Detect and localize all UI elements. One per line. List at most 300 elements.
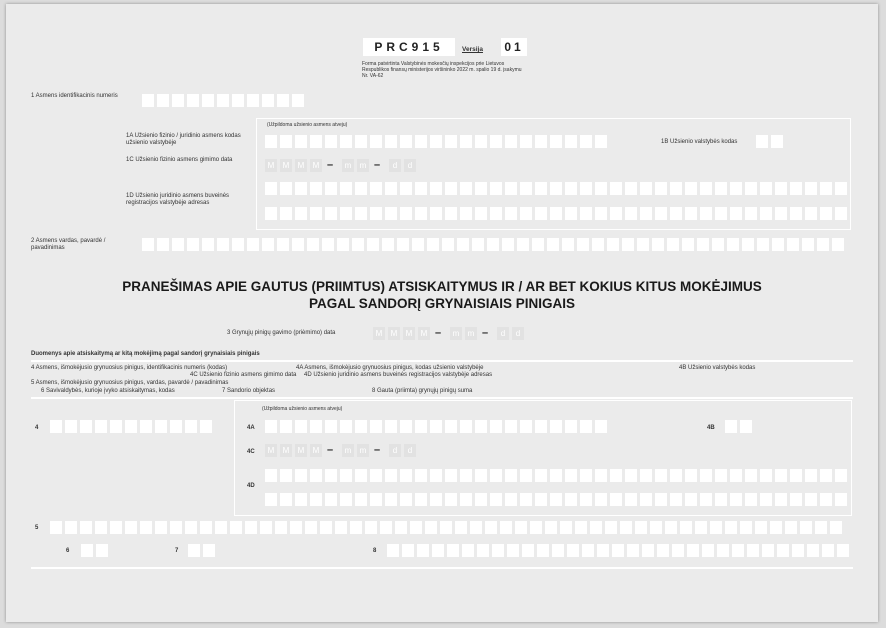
entry-box[interactable]: [580, 182, 592, 195]
entry-box[interactable]: [402, 544, 414, 557]
entry-box[interactable]: [800, 521, 812, 534]
entry-box[interactable]: [340, 420, 352, 433]
entry-box[interactable]: [247, 94, 259, 107]
entry-box[interactable]: [487, 238, 499, 251]
entry-box[interactable]: [277, 94, 289, 107]
entry-box[interactable]: [417, 544, 429, 557]
entry-box[interactable]: [295, 207, 307, 220]
entry-box[interactable]: [785, 521, 797, 534]
entry-box[interactable]: [325, 493, 337, 506]
entry-box[interactable]: [340, 182, 352, 195]
entry-box[interactable]: [522, 544, 534, 557]
entry-box[interactable]: [685, 207, 697, 220]
entry-box[interactable]: [670, 207, 682, 220]
date-box-month[interactable]: m: [465, 327, 477, 340]
entry-box[interactable]: [400, 135, 412, 148]
entry-box[interactable]: [367, 238, 379, 251]
date-box-year[interactable]: M: [280, 444, 292, 457]
entry-box[interactable]: [95, 521, 107, 534]
entry-box[interactable]: [715, 493, 727, 506]
entry-box[interactable]: [670, 182, 682, 195]
entry-box[interactable]: [157, 94, 169, 107]
entry-box[interactable]: [552, 544, 564, 557]
entry-box[interactable]: [565, 207, 577, 220]
entry-box[interactable]: [595, 420, 607, 433]
entry-box[interactable]: [792, 544, 804, 557]
entry-box[interactable]: [640, 493, 652, 506]
entry-box[interactable]: [445, 420, 457, 433]
entry-box[interactable]: [807, 544, 819, 557]
entry-box[interactable]: [262, 94, 274, 107]
entry-box[interactable]: [625, 469, 637, 482]
entry-box[interactable]: [535, 493, 547, 506]
entry-box[interactable]: [335, 521, 347, 534]
entry-box[interactable]: [462, 544, 474, 557]
entry-box[interactable]: [475, 135, 487, 148]
date-box-month[interactable]: m: [342, 159, 354, 172]
entry-box[interactable]: [835, 493, 847, 506]
entry-box[interactable]: [610, 493, 622, 506]
entry-box[interactable]: [445, 182, 457, 195]
entry-box[interactable]: [685, 182, 697, 195]
entry-box[interactable]: [247, 238, 259, 251]
entry-box[interactable]: [280, 469, 292, 482]
entry-box[interactable]: [365, 521, 377, 534]
entry-box[interactable]: [755, 521, 767, 534]
entry-box[interactable]: [725, 420, 737, 433]
entry-box[interactable]: [835, 182, 847, 195]
entry-box[interactable]: [545, 521, 557, 534]
entry-box[interactable]: [520, 469, 532, 482]
entry-box[interactable]: [550, 420, 562, 433]
entry-box[interactable]: [607, 238, 619, 251]
entry-box[interactable]: [460, 469, 472, 482]
entry-box[interactable]: [685, 469, 697, 482]
entry-box[interactable]: [307, 238, 319, 251]
entry-box[interactable]: [96, 544, 108, 557]
entry-box[interactable]: [415, 469, 427, 482]
entry-box[interactable]: [310, 207, 322, 220]
entry-box[interactable]: [385, 135, 397, 148]
entry-box[interactable]: [280, 420, 292, 433]
entry-box[interactable]: [430, 135, 442, 148]
entry-box[interactable]: [727, 238, 739, 251]
entry-box[interactable]: [505, 207, 517, 220]
date-box-year[interactable]: M: [373, 327, 385, 340]
entry-box[interactable]: [265, 207, 277, 220]
entry-box[interactable]: [835, 469, 847, 482]
date-box-year[interactable]: M: [388, 327, 400, 340]
entry-box[interactable]: [442, 238, 454, 251]
entry-box[interactable]: [520, 182, 532, 195]
entry-box[interactable]: [275, 521, 287, 534]
entry-box[interactable]: [565, 182, 577, 195]
entry-box[interactable]: [550, 493, 562, 506]
entry-box[interactable]: [490, 182, 502, 195]
entry-box[interactable]: [310, 420, 322, 433]
date-box-year[interactable]: M: [295, 444, 307, 457]
date-box-month[interactable]: m: [450, 327, 462, 340]
entry-box[interactable]: [142, 94, 154, 107]
entry-box[interactable]: [200, 420, 212, 433]
entry-box[interactable]: [715, 182, 727, 195]
entry-box[interactable]: [715, 207, 727, 220]
entry-box[interactable]: [580, 207, 592, 220]
entry-box[interactable]: [817, 238, 829, 251]
entry-box[interactable]: [565, 135, 577, 148]
entry-box[interactable]: [757, 238, 769, 251]
entry-box[interactable]: [385, 182, 397, 195]
entry-box[interactable]: [110, 420, 122, 433]
entry-box[interactable]: [820, 493, 832, 506]
entry-box[interactable]: [670, 493, 682, 506]
entry-box[interactable]: [740, 420, 752, 433]
entry-box[interactable]: [505, 135, 517, 148]
entry-box[interactable]: [790, 182, 802, 195]
entry-box[interactable]: [440, 521, 452, 534]
entry-box[interactable]: [670, 469, 682, 482]
entry-box[interactable]: [562, 238, 574, 251]
entry-box[interactable]: [490, 135, 502, 148]
entry-box[interactable]: [535, 135, 547, 148]
entry-box[interactable]: [760, 207, 772, 220]
entry-box[interactable]: [835, 207, 847, 220]
entry-box[interactable]: [635, 521, 647, 534]
entry-box[interactable]: [520, 207, 532, 220]
entry-box[interactable]: [550, 182, 562, 195]
entry-box[interactable]: [490, 420, 502, 433]
entry-box[interactable]: [460, 207, 472, 220]
date-box-month[interactable]: m: [342, 444, 354, 457]
entry-box[interactable]: [687, 544, 699, 557]
entry-box[interactable]: [355, 420, 367, 433]
entry-box[interactable]: [385, 493, 397, 506]
entry-box[interactable]: [805, 207, 817, 220]
entry-box[interactable]: [787, 238, 799, 251]
entry-box[interactable]: [775, 493, 787, 506]
entry-box[interactable]: [485, 521, 497, 534]
entry-box[interactable]: [477, 544, 489, 557]
entry-box[interactable]: [370, 493, 382, 506]
entry-box[interactable]: [430, 207, 442, 220]
entry-box[interactable]: [532, 238, 544, 251]
entry-box[interactable]: [125, 521, 137, 534]
entry-box[interactable]: [430, 420, 442, 433]
entry-box[interactable]: [370, 182, 382, 195]
entry-box[interactable]: [295, 420, 307, 433]
entry-box[interactable]: [820, 469, 832, 482]
date-box-year[interactable]: M: [403, 327, 415, 340]
entry-box[interactable]: [245, 521, 257, 534]
entry-box[interactable]: [325, 420, 337, 433]
entry-box[interactable]: [655, 469, 667, 482]
entry-box[interactable]: [370, 207, 382, 220]
date-box-month[interactable]: m: [357, 444, 369, 457]
entry-box[interactable]: [475, 182, 487, 195]
entry-box[interactable]: [760, 469, 772, 482]
entry-box[interactable]: [350, 521, 362, 534]
entry-box[interactable]: [142, 238, 154, 251]
entry-box[interactable]: [262, 238, 274, 251]
date-box-year[interactable]: M: [265, 159, 277, 172]
entry-box[interactable]: [550, 469, 562, 482]
entry-box[interactable]: [830, 521, 842, 534]
entry-box[interactable]: [460, 135, 472, 148]
entry-box[interactable]: [170, 521, 182, 534]
entry-box[interactable]: [490, 469, 502, 482]
entry-box[interactable]: [640, 207, 652, 220]
entry-box[interactable]: [445, 469, 457, 482]
entry-box[interactable]: [732, 544, 744, 557]
entry-box[interactable]: [310, 469, 322, 482]
entry-box[interactable]: [760, 182, 772, 195]
entry-box[interactable]: [725, 521, 737, 534]
entry-box[interactable]: [265, 182, 277, 195]
entry-box[interactable]: [215, 521, 227, 534]
entry-box[interactable]: [672, 544, 684, 557]
entry-box[interactable]: [445, 135, 457, 148]
entry-box[interactable]: [622, 238, 634, 251]
entry-box[interactable]: [762, 544, 774, 557]
entry-box[interactable]: [400, 493, 412, 506]
entry-box[interactable]: [415, 207, 427, 220]
entry-box[interactable]: [770, 521, 782, 534]
entry-box[interactable]: [65, 420, 77, 433]
entry-box[interactable]: [742, 238, 754, 251]
entry-box[interactable]: [155, 420, 167, 433]
entry-box[interactable]: [425, 521, 437, 534]
entry-box[interactable]: [355, 182, 367, 195]
entry-box[interactable]: [505, 493, 517, 506]
entry-box[interactable]: [400, 207, 412, 220]
entry-box[interactable]: [110, 521, 122, 534]
entry-box[interactable]: [535, 420, 547, 433]
entry-box[interactable]: [507, 544, 519, 557]
entry-box[interactable]: [747, 544, 759, 557]
entry-box[interactable]: [700, 493, 712, 506]
entry-box[interactable]: [430, 182, 442, 195]
entry-box[interactable]: [655, 207, 667, 220]
entry-box[interactable]: [530, 521, 542, 534]
entry-box[interactable]: [605, 521, 617, 534]
entry-box[interactable]: [475, 420, 487, 433]
entry-box[interactable]: [217, 238, 229, 251]
entry-box[interactable]: [322, 238, 334, 251]
entry-box[interactable]: [475, 469, 487, 482]
entry-box[interactable]: [730, 182, 742, 195]
entry-box[interactable]: [415, 182, 427, 195]
entry-box[interactable]: [595, 182, 607, 195]
entry-box[interactable]: [490, 493, 502, 506]
entry-box[interactable]: [550, 135, 562, 148]
entry-box[interactable]: [620, 521, 632, 534]
date-box-year[interactable]: M: [280, 159, 292, 172]
entry-box[interactable]: [460, 420, 472, 433]
entry-box[interactable]: [355, 135, 367, 148]
entry-box[interactable]: [560, 521, 572, 534]
entry-box[interactable]: [805, 469, 817, 482]
entry-box[interactable]: [80, 521, 92, 534]
entry-box[interactable]: [595, 135, 607, 148]
entry-box[interactable]: [592, 238, 604, 251]
entry-box[interactable]: [805, 493, 817, 506]
date-box-year[interactable]: M: [310, 444, 322, 457]
date-box-day[interactable]: d: [389, 159, 401, 172]
entry-box[interactable]: [230, 521, 242, 534]
entry-box[interactable]: [745, 182, 757, 195]
entry-box[interactable]: [640, 469, 652, 482]
entry-box[interactable]: [710, 521, 722, 534]
entry-box[interactable]: [610, 469, 622, 482]
date-box-day[interactable]: d: [512, 327, 524, 340]
entry-box[interactable]: [717, 544, 729, 557]
entry-box[interactable]: [475, 207, 487, 220]
entry-box[interactable]: [280, 135, 292, 148]
entry-box[interactable]: [385, 207, 397, 220]
entry-box[interactable]: [455, 521, 467, 534]
entry-box[interactable]: [340, 135, 352, 148]
entry-box[interactable]: [265, 493, 277, 506]
entry-box[interactable]: [505, 182, 517, 195]
entry-box[interactable]: [387, 544, 399, 557]
entry-box[interactable]: [822, 544, 834, 557]
entry-box[interactable]: [200, 521, 212, 534]
entry-box[interactable]: [612, 544, 624, 557]
entry-box[interactable]: [412, 238, 424, 251]
entry-box[interactable]: [667, 238, 679, 251]
entry-box[interactable]: [771, 135, 783, 148]
entry-box[interactable]: [355, 207, 367, 220]
entry-box[interactable]: [640, 182, 652, 195]
entry-box[interactable]: [580, 135, 592, 148]
entry-box[interactable]: [595, 469, 607, 482]
entry-box[interactable]: [700, 469, 712, 482]
entry-box[interactable]: [682, 238, 694, 251]
entry-box[interactable]: [187, 238, 199, 251]
entry-box[interactable]: [565, 469, 577, 482]
entry-box[interactable]: [415, 493, 427, 506]
entry-box[interactable]: [385, 420, 397, 433]
entry-box[interactable]: [745, 493, 757, 506]
entry-box[interactable]: [430, 469, 442, 482]
entry-box[interactable]: [292, 94, 304, 107]
entry-box[interactable]: [730, 207, 742, 220]
entry-box[interactable]: [492, 544, 504, 557]
entry-box[interactable]: [490, 207, 502, 220]
entry-box[interactable]: [565, 420, 577, 433]
entry-box[interactable]: [125, 420, 137, 433]
entry-box[interactable]: [790, 469, 802, 482]
entry-box[interactable]: [185, 521, 197, 534]
entry-box[interactable]: [400, 469, 412, 482]
entry-box[interactable]: [475, 493, 487, 506]
entry-box[interactable]: [400, 420, 412, 433]
entry-box[interactable]: [775, 182, 787, 195]
entry-box[interactable]: [567, 544, 579, 557]
entry-box[interactable]: [625, 493, 637, 506]
entry-box[interactable]: [320, 521, 332, 534]
entry-box[interactable]: [185, 420, 197, 433]
entry-box[interactable]: [790, 207, 802, 220]
version-value[interactable]: 01: [501, 38, 527, 56]
entry-box[interactable]: [802, 238, 814, 251]
entry-box[interactable]: [820, 182, 832, 195]
entry-box[interactable]: [280, 493, 292, 506]
entry-box[interactable]: [280, 182, 292, 195]
entry-box[interactable]: [625, 182, 637, 195]
entry-box[interactable]: [290, 521, 302, 534]
entry-box[interactable]: [310, 135, 322, 148]
entry-box[interactable]: [520, 420, 532, 433]
entry-box[interactable]: [460, 182, 472, 195]
entry-box[interactable]: [595, 207, 607, 220]
entry-box[interactable]: [580, 469, 592, 482]
entry-box[interactable]: [505, 420, 517, 433]
entry-box[interactable]: [777, 544, 789, 557]
date-box-year[interactable]: M: [310, 159, 322, 172]
entry-box[interactable]: [595, 493, 607, 506]
entry-box[interactable]: [712, 238, 724, 251]
entry-box[interactable]: [415, 135, 427, 148]
entry-box[interactable]: [756, 135, 768, 148]
entry-box[interactable]: [232, 238, 244, 251]
entry-box[interactable]: [310, 493, 322, 506]
entry-box[interactable]: [685, 493, 697, 506]
entry-box[interactable]: [445, 493, 457, 506]
entry-box[interactable]: [305, 521, 317, 534]
entry-box[interactable]: [325, 469, 337, 482]
entry-box[interactable]: [203, 544, 215, 557]
entry-box[interactable]: [650, 521, 662, 534]
entry-box[interactable]: [597, 544, 609, 557]
entry-box[interactable]: [577, 238, 589, 251]
entry-box[interactable]: [430, 493, 442, 506]
entry-box[interactable]: [410, 521, 422, 534]
entry-box[interactable]: [832, 238, 844, 251]
entry-box[interactable]: [325, 182, 337, 195]
entry-box[interactable]: [170, 420, 182, 433]
entry-box[interactable]: [805, 182, 817, 195]
entry-box[interactable]: [700, 207, 712, 220]
entry-box[interactable]: [565, 493, 577, 506]
entry-box[interactable]: [265, 469, 277, 482]
entry-box[interactable]: [627, 544, 639, 557]
entry-box[interactable]: [385, 469, 397, 482]
date-box-month[interactable]: m: [357, 159, 369, 172]
entry-box[interactable]: [695, 521, 707, 534]
entry-box[interactable]: [295, 493, 307, 506]
entry-box[interactable]: [520, 493, 532, 506]
date-box-year[interactable]: M: [295, 159, 307, 172]
entry-box[interactable]: [155, 521, 167, 534]
entry-box[interactable]: [772, 238, 784, 251]
entry-box[interactable]: [340, 207, 352, 220]
entry-box[interactable]: [232, 94, 244, 107]
entry-box[interactable]: [172, 238, 184, 251]
entry-box[interactable]: [172, 94, 184, 107]
entry-box[interactable]: [295, 469, 307, 482]
entry-box[interactable]: [505, 469, 517, 482]
entry-box[interactable]: [427, 238, 439, 251]
entry-box[interactable]: [415, 420, 427, 433]
entry-box[interactable]: [140, 521, 152, 534]
entry-box[interactable]: [520, 135, 532, 148]
entry-box[interactable]: [50, 420, 62, 433]
date-box-day[interactable]: d: [497, 327, 509, 340]
entry-box[interactable]: [730, 493, 742, 506]
entry-box[interactable]: [537, 544, 549, 557]
entry-box[interactable]: [397, 238, 409, 251]
